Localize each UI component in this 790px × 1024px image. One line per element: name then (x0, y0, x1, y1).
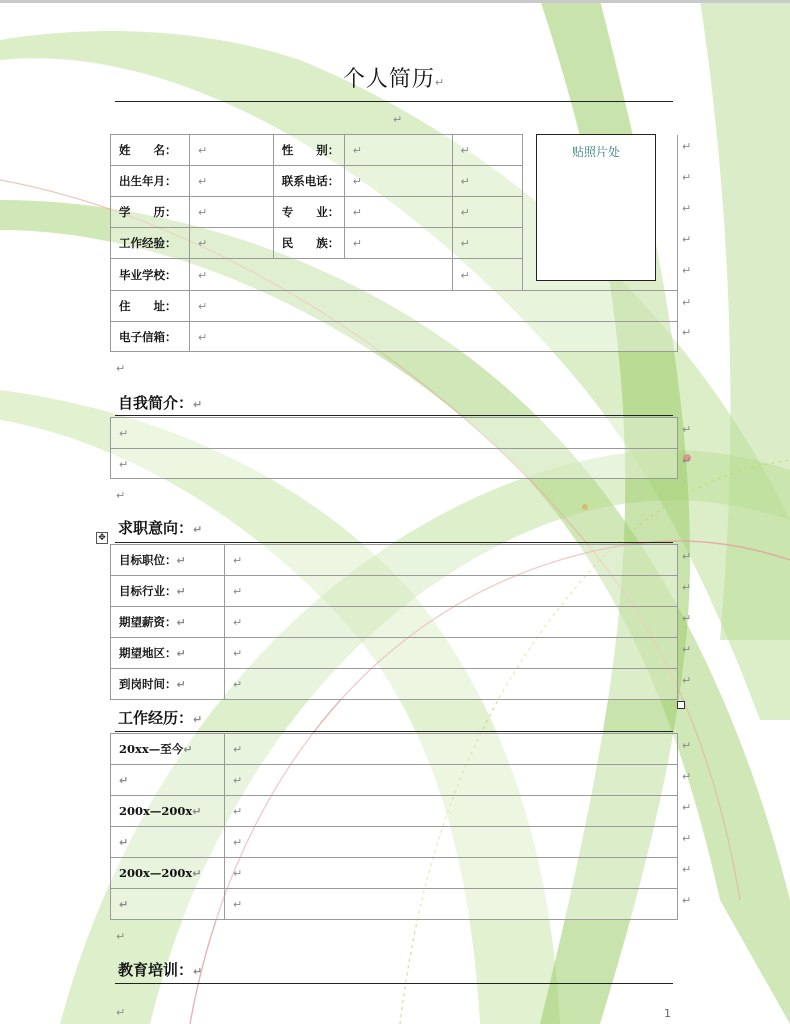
row-end-mark: ↵ (682, 801, 692, 814)
objective-label: 期望薪资：↵ (111, 607, 225, 638)
extra-cell[interactable]: ↵ (452, 166, 523, 197)
section-underline (115, 731, 673, 732)
table-move-handle-icon[interactable]: ✥ (96, 532, 108, 544)
objective-value[interactable]: ↵ (225, 607, 678, 638)
major-label: 专 业： (273, 197, 344, 228)
section-underline (115, 542, 673, 543)
row-end-mark: ↵ (682, 674, 692, 687)
row-end-mark: ↵ (682, 739, 692, 752)
objective-label: 到岗时间：↵ (111, 669, 225, 700)
objective-value[interactable]: ↵ (225, 576, 678, 607)
paragraph-mark: ↵ (193, 713, 203, 726)
paragraph-mark: ↵ (193, 965, 203, 978)
work-label: 200x—200x↵ (111, 796, 225, 827)
row-end-mark: ↵ (682, 423, 692, 436)
address-label: 住 址： (111, 291, 190, 322)
section-heading-training (118, 959, 202, 980)
row-end-mark: ↵ (682, 264, 692, 277)
paragraph-mark: ↵ (393, 113, 403, 126)
window-top-border (0, 0, 790, 3)
row-end-mark: ↵ (682, 770, 692, 783)
paragraph-mark: ↵ (193, 523, 203, 536)
phone-value[interactable]: ↵ (344, 166, 452, 197)
work-value[interactable]: ↵ (225, 796, 678, 827)
row-end-mark: ↵ (682, 202, 692, 215)
name-label: 姓 名： (111, 135, 190, 166)
objective-row (111, 545, 678, 576)
row-end-mark: ↵ (682, 296, 692, 309)
section-heading-text: 教育培训： (118, 961, 194, 979)
paragraph-mark: ↵ (434, 76, 446, 89)
objective-row (111, 576, 678, 607)
address-value[interactable]: ↵ (189, 291, 677, 322)
ethnicity-label: 民 族： (273, 228, 344, 259)
work-row (111, 765, 678, 796)
work-row (111, 827, 678, 858)
name-value[interactable]: ↵ (189, 135, 273, 166)
objective-row (111, 638, 678, 669)
row-end-mark: ↵ (682, 612, 692, 625)
objective-label: 目标行业：↵ (111, 576, 225, 607)
work-row (111, 734, 678, 765)
work-label: ↵ (111, 765, 225, 796)
work-value[interactable]: ↵ (225, 827, 678, 858)
row-end-mark: ↵ (682, 581, 692, 594)
table-resize-handle[interactable] (677, 701, 685, 709)
paragraph-mark: ↵ (116, 489, 126, 502)
school-value[interactable]: ↵ (189, 259, 452, 291)
paragraph-mark: ↵ (116, 1006, 126, 1019)
title-underline (115, 101, 673, 102)
gender-label: 性 别： (273, 135, 344, 166)
paragraph-mark: ↵ (193, 398, 203, 411)
birth-value[interactable]: ↵ (189, 166, 273, 197)
row-end-mark: ↵ (682, 454, 692, 467)
work-value[interactable]: ↵ (225, 858, 678, 889)
section-heading-work (118, 707, 202, 728)
paragraph-mark: ↵ (116, 362, 126, 375)
intro-line[interactable]: ↵ (111, 449, 678, 479)
education-label: 学 历： (111, 197, 190, 228)
phone-label: 联系电话： (273, 166, 344, 197)
section-heading-text: 求职意向： (118, 519, 194, 537)
gender-value[interactable]: ↵ (344, 135, 452, 166)
objective-row (111, 669, 678, 700)
row-end-mark: ↵ (682, 233, 692, 246)
education-value[interactable]: ↵ (189, 197, 273, 228)
email-label: 电子信箱： (111, 322, 190, 352)
extra-cell[interactable]: ↵ (452, 135, 523, 166)
row-end-mark: ↵ (682, 832, 692, 845)
section-heading-text: 自我简介： (118, 394, 194, 412)
objective-label: 目标职位：↵ (111, 545, 225, 576)
ethnicity-value[interactable]: ↵ (344, 228, 452, 259)
objective-value[interactable]: ↵ (225, 669, 678, 700)
extra-cell[interactable]: ↵ (452, 197, 523, 228)
row-end-mark: ↵ (682, 894, 692, 907)
row-end-mark: ↵ (682, 643, 692, 656)
photo-placeholder-label: 贴照片处 (571, 145, 620, 159)
row-end-mark: ↵ (682, 171, 692, 184)
extra-cell[interactable]: ↵ (452, 228, 523, 259)
section-underline (115, 415, 673, 416)
work-value[interactable]: ↵ (225, 765, 678, 796)
paragraph-mark: ↵ (116, 930, 126, 943)
photo-placeholder[interactable] (536, 134, 656, 281)
row-end-mark: ↵ (682, 140, 692, 153)
row-end-mark: ↵ (682, 326, 692, 339)
work-label: 200x—200x↵ (111, 858, 225, 889)
page-number: 1 (664, 1007, 671, 1020)
objective-table (110, 544, 678, 700)
work-row (111, 889, 678, 920)
work-label: 20xx—至今↵ (111, 734, 225, 765)
resume-title-text: 个人简历 (342, 67, 435, 92)
intro-table (110, 417, 678, 479)
work-experience-label: 工作经验： (111, 228, 190, 259)
section-heading-text: 工作经历： (118, 709, 194, 727)
section-heading-intro (118, 392, 202, 413)
objective-label: 期望地区：↵ (111, 638, 225, 669)
work-label: ↵ (111, 889, 225, 920)
section-heading-objective (118, 517, 202, 538)
section-underline (115, 983, 673, 984)
school-label: 毕业学校： (111, 259, 190, 291)
work-label: ↵ (111, 827, 225, 858)
work-row (111, 858, 678, 889)
resume-title (115, 62, 673, 93)
row-end-mark: ↵ (682, 550, 692, 563)
work-row (111, 796, 678, 827)
work-value[interactable]: ↵ (225, 889, 678, 920)
extra-cell[interactable]: ↵ (452, 259, 523, 291)
objective-row (111, 607, 678, 638)
birth-label: 出生年月： (111, 166, 190, 197)
major-value[interactable]: ↵ (344, 197, 452, 228)
work-table (110, 733, 678, 920)
objective-value[interactable]: ↵ (225, 638, 678, 669)
email-value[interactable]: ↵ (189, 322, 677, 352)
work-value[interactable]: ↵ (225, 734, 678, 765)
objective-value[interactable]: ↵ (225, 545, 678, 576)
work-experience-value[interactable]: ↵ (189, 228, 273, 259)
row-end-mark: ↵ (682, 863, 692, 876)
intro-line[interactable]: ↵ (111, 418, 678, 449)
